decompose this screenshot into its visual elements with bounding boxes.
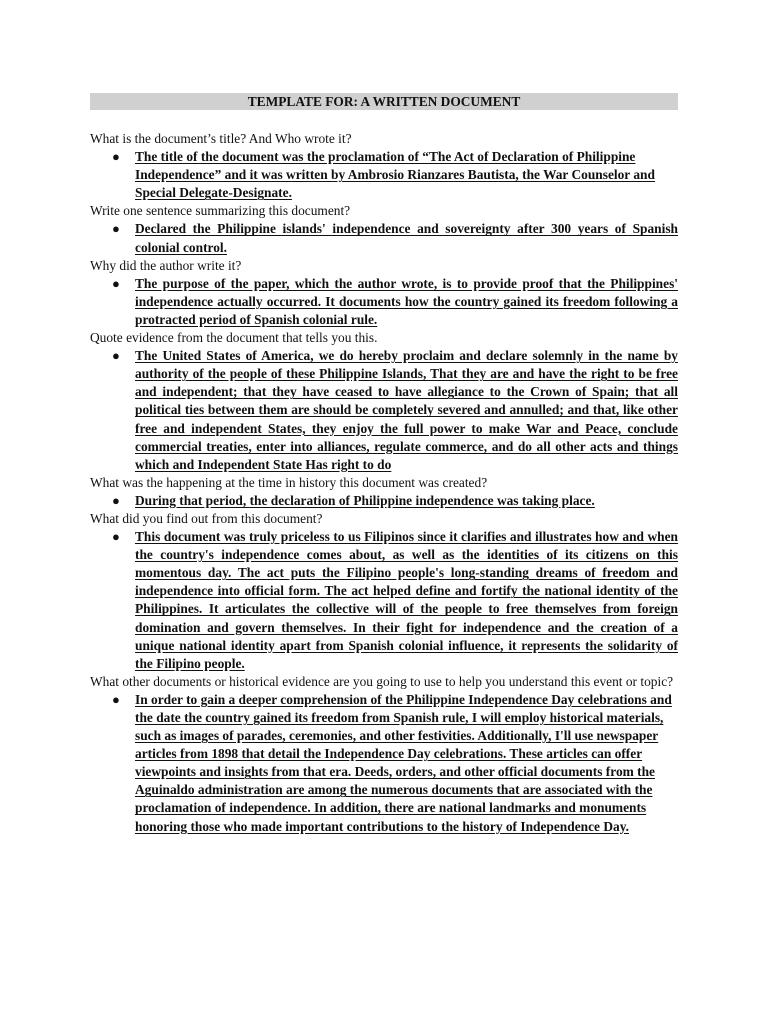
- answer-list-6: [90, 528, 678, 673]
- answer-list-7: [90, 691, 678, 836]
- document-body: [90, 93, 678, 836]
- document-title: TEMPLATE FOR: A WRITTEN DOCUMENT: [90, 93, 678, 110]
- answer-1: The title of the document was the proclamation of “The Act of Declaration of Philippine Independence” and it was written by Ambrosio Rianzares Bautista, the War Counselor and Special Delegate-Designate.: [135, 149, 655, 201]
- list-item: [90, 220, 678, 256]
- answer-6: This document was truly priceless to us Filipinos since it clarifies and illustrates how and when the country's independence comes about, as well as the identities of its citizens on this momentous day. The act puts the Filipino people's long-standing dreams of freedom and independence into official form. The act helped define and fortify the national identity of the Philippines. It articulates the collective will of the people to free themselves from foreign domination and govern themselves. In their fight for independence and the creation of a unique national identity apart from Spanish colonial influence, it represents the solidarity of the Filipino people.: [135, 529, 678, 671]
- answer-list-4: [90, 347, 678, 474]
- answer-7: In order to gain a deeper comprehension of the Philippine Independence Day celebrations and the date the country gained its freedom from Spanish rule, I will employ historical materials, such as images of parades, ceremonies, and other festivities. Additionally, I'll use newspaper articles from 1898 that detail the Independence Day celebrations. These articles can offer viewpoints and insights from that era. Deeds, orders, and other official documents from the Aguinaldo administration are among the numerous documents that are associated with the proclamation of independence. In addition, there are national landmarks and monuments honoring those who made important contributions to the history of Independence Day.: [135, 691, 672, 834]
- question-4: Quote evidence from the document that tells you this.: [90, 330, 378, 346]
- bullet-icon: ●: [112, 348, 120, 364]
- answer-4: The United States of America, we do hereby proclaim and declare solemnly in the name by authority of the people of these Philippine Islands, That they are and have the right to be free and independent; that they have ceased to have allegiance to the Crown of Spain; that all political ties between them are should be completely severed and annulled; and that, like other free and independent States, they enjoy the full power to make War and Peace, conclude commercial treaties, enter into alliances, regulate commerce, and do all other acts and things which and Independent State Has right to do: [135, 348, 678, 472]
- answer-list-1: [90, 148, 678, 202]
- bullet-icon: ●: [112, 492, 120, 508]
- question-2: Write one sentence summarizing this document?: [90, 203, 351, 219]
- answer-list-2: [90, 220, 678, 256]
- bullet-icon: ●: [112, 275, 120, 291]
- answer-2: Declared the Philippine islands' independence and sovereignty after 300 years of Spanish colonial control.: [135, 221, 678, 255]
- bullet-icon: ●: [112, 529, 120, 545]
- answer-3: The purpose of the paper, which the author wrote, is to provide proof that the Philippines' independence actually occurred. It documents how the country gained its freedom following a protracted period of Spanish colonial rule.: [135, 275, 678, 327]
- answer-list-3: [90, 275, 678, 329]
- question-6: What did you find out from this document?: [90, 510, 323, 526]
- question-7: What other documents or historical evidence are you going to use to help you understand this event or topic?: [90, 673, 674, 689]
- question-5: What was the happening at the time in history this document was created?: [90, 474, 488, 490]
- list-item: [90, 347, 678, 474]
- answer-list-5: [90, 492, 678, 510]
- question-1: What is the document’s title? And Who wrote it?: [90, 131, 352, 146]
- list-item: [90, 528, 678, 673]
- bullet-icon: ●: [112, 691, 120, 707]
- question-3: Why did the author write it?: [90, 257, 242, 273]
- list-item: [90, 148, 678, 202]
- bullet-icon: ●: [112, 149, 120, 165]
- list-item: [90, 691, 678, 836]
- answer-5: During that period, the declaration of Philippine independence was taking place.: [135, 492, 595, 508]
- bullet-icon: ●: [112, 221, 120, 237]
- list-item: [90, 275, 678, 329]
- list-item: [90, 492, 678, 510]
